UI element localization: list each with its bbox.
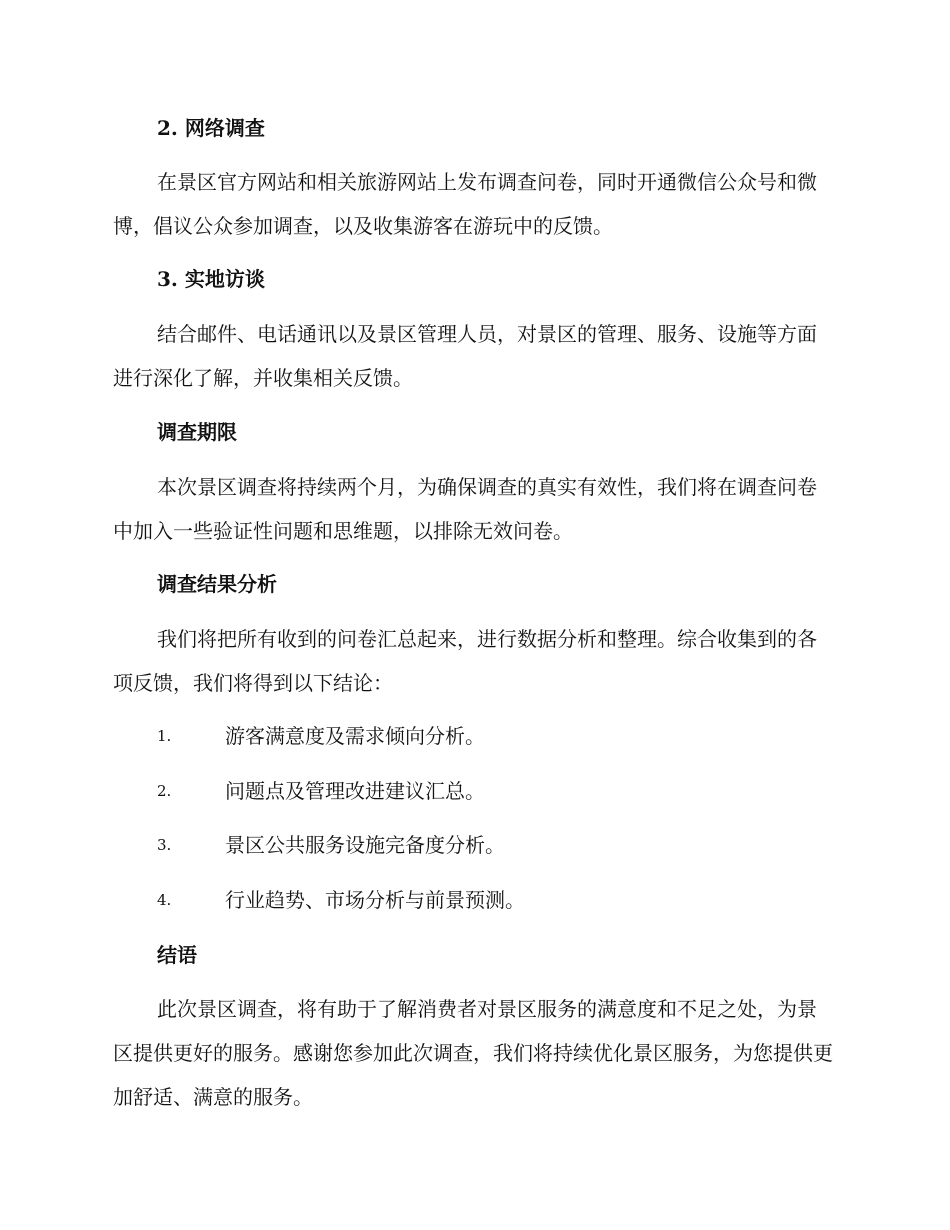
section-heading-field-interview: 3. 实地访谈 bbox=[157, 267, 265, 291]
list-item-number: 2. bbox=[157, 782, 172, 800]
list-item-text: 景区公共服务设施完备度分析。 bbox=[225, 833, 505, 857]
section-heading-results-analysis: 调查结果分析 bbox=[157, 572, 277, 596]
list-item-number: 1. bbox=[157, 727, 172, 745]
list-item-text: 行业趋势、市场分析与前景预测。 bbox=[225, 888, 525, 912]
section-heading-survey-period: 调查期限 bbox=[157, 420, 237, 444]
paragraph-network-survey: 在景区官方网站和相关旅游网站上发布调查问卷，同时开通微信公众号和微博，倡议公众参加调查，以及收集游客在游玩中的反馈。 bbox=[113, 170, 817, 238]
list-item-number: 4. bbox=[157, 891, 172, 909]
list-item bbox=[157, 886, 525, 914]
list-item bbox=[157, 831, 505, 859]
section-heading-network-survey: 2. 网络调查 bbox=[157, 116, 265, 140]
paragraph-survey-period: 本次景区调查将持续两个月，为确保调查的真实有效性，我们将在调查问卷中加入一些验证性问题和思维题，以排除无效问卷。 bbox=[113, 475, 817, 543]
list-item-number: 3. bbox=[157, 836, 172, 854]
section-heading-closing: 结语 bbox=[157, 943, 197, 967]
list-item-text: 问题点及管理改进建议汇总。 bbox=[225, 779, 485, 803]
paragraph-closing: 此次景区调查，将有助于了解消费者对景区服务的满意度和不足之处，为景区提供更好的服务。感谢您参加此次调查，我们将持续优化景区服务，为您提供更加舒适、满意的服务。 bbox=[113, 997, 833, 1109]
list-item bbox=[157, 722, 485, 750]
list-item bbox=[157, 777, 485, 805]
paragraph-results-analysis: 我们将把所有收到的问卷汇总起来，进行数据分析和整理。综合收集到的各项反馈，我们将得到以下结论： bbox=[113, 627, 817, 695]
list-item-text: 游客满意度及需求倾向分析。 bbox=[225, 724, 485, 748]
paragraph-field-interview: 结合邮件、电话通讯以及景区管理人员，对景区的管理、服务、设施等方面进行深化了解，并收集相关反馈。 bbox=[113, 322, 817, 390]
